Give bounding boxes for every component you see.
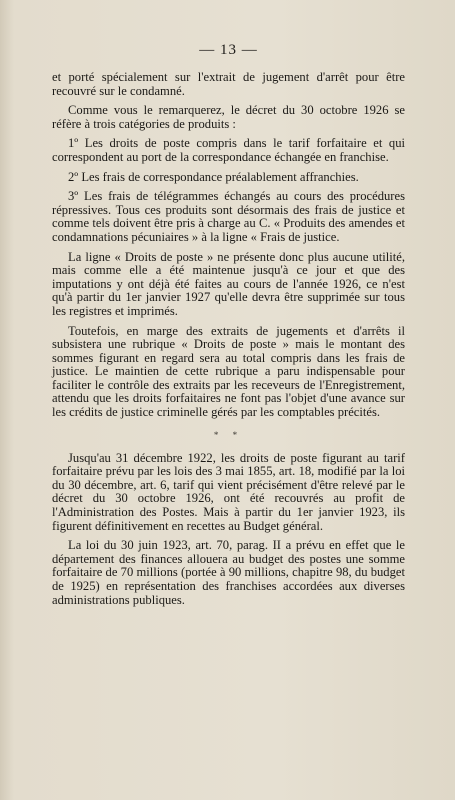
paragraph-b4: 2º Les frais de correspondance préalablement affranchies. [68,169,359,184]
paragraph-b6: La ligne « Droits de poste » ne présente donc plus aucune utilité, mais comme elle a été maintenue jusqu'à ce jour et que des imputations y ont déjà été faites au cours de l'année 1926, ce n'est qu'à partir du 1er janvier 1927 qu'elle devra être supprimée sur tous les registres et imprimés. [52,249,405,318]
paragraph-b7: Toutefois, en marge des extraits de jugements et d'arrêts il subsistera une rubrique « Droits de poste » mais le montant des sommes figurant en regard sera au total compris dans les frais de justice. Le maintien de cette rubrique a paru indispensable pour faciliter le contrôle des extraits par les receveurs de l'Enregistrement, attendu que les droits forfaitaires ne font pas l'objet d'une avance sur les crédits de justice criminelle gérés par les comptables précités. [52,323,405,420]
page-number: — 13 — [199,42,258,58]
paragraph-b5: 3º Les frais de télégrammes échangés au cours des procédures répressives. Tous ces produits sont désormais des frais de justice et comme tels doivent être pris à charge au C. « Produits des amendes et condamnations pécuniaires » à la ligne « Frais de justice. [52,189,405,244]
text-body [52,71,405,607]
paragraph-b2: Comme vous le remarquerez, le décret du 30 octobre 1926 se réfère à trois catégories de produits : [52,103,405,131]
paragraph-b3: 1º Les droits de poste compris dans le tarif forfaitaire et qui correspondent au port de la correspondance échangée en franchise. [52,136,405,164]
paragraph-b9: La loi du 30 juin 1923, art. 70, parag. II a prévu en effet que le département des finances allouera au budget des postes une somme forfaitaire de 70 millions (portée à 90 millions, chapitre 98, du budget de 1925) en représentation des franchises accordées aux diverses administrations publiques. [52,538,405,607]
section-separator: * * [213,429,244,440]
paragraph-b8: Jusqu'au 31 décembre 1922, les droits de poste figurant au tarif forfaitaire prévu par les lois des 3 mai 1855, art. 18, modifié par la loi du 30 décembre, art. 6, tarif qui vient précisément d'être relevé par le décret du 30 octobre 1926, ont été recouvrés au profit de l'Administration des Postes. Mais à partir du 1er janvier 1923, ils figurent définitivement en recettes au Budget général. [52,450,405,533]
paragraph-b1: et porté spécialement sur l'extrait de jugement d'arrêt pour être recouvré sur le condamné. [52,70,405,98]
